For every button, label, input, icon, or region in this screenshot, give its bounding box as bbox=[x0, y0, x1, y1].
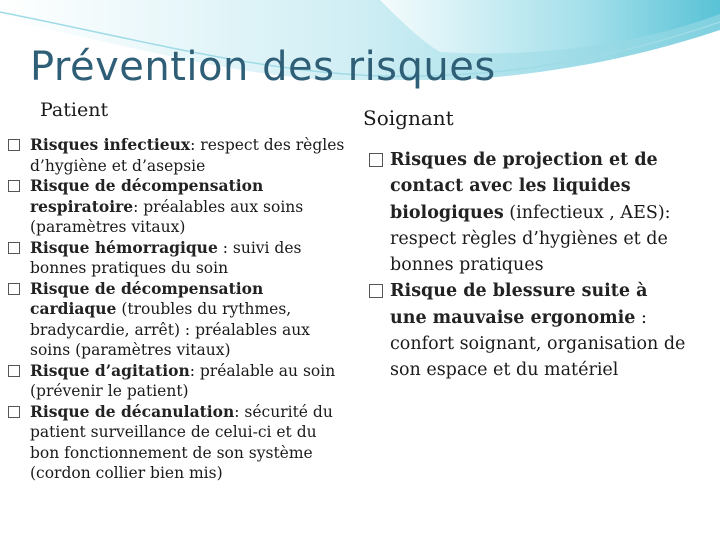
checkbox-bullet-icon bbox=[8, 365, 20, 377]
list-item bbox=[8, 238, 348, 279]
risk-label: Risque d’agitation bbox=[30, 360, 190, 380]
risk-label: Risque de décanulation bbox=[30, 401, 235, 421]
checkbox-bullet-icon bbox=[8, 139, 20, 151]
risk-description: (infectieux , AES): respect règles d’hygiènes et de bonnes pratiques bbox=[390, 202, 671, 276]
risk-description: : sécurité du patient surveillance de celui-ci et du bon fonctionnement de son système (cordon collier bien mis) bbox=[30, 402, 333, 482]
list-item bbox=[8, 176, 348, 238]
risk-label: Risque hémorragique bbox=[30, 237, 218, 257]
list-item bbox=[368, 147, 686, 278]
list-item bbox=[8, 279, 348, 361]
list-item bbox=[8, 135, 348, 176]
soignant-column-heading: Soignant bbox=[363, 106, 454, 130]
checkbox-bullet-icon bbox=[8, 283, 20, 295]
list-item bbox=[368, 278, 686, 383]
checkbox-bullet-icon bbox=[8, 406, 20, 418]
checkbox-bullet-icon bbox=[369, 284, 383, 298]
risk-description: : confort soignant, organisation de son espace et du matériel bbox=[390, 307, 686, 381]
risk-label: Risque de blessure suite à une mauvaise ergonomie bbox=[390, 281, 648, 328]
risk-description: : suivi des bonnes pratiques du soin bbox=[30, 238, 302, 277]
patient-column-heading: Patient bbox=[40, 99, 109, 121]
risk-description: : préalable au soin (prévenir le patient) bbox=[30, 361, 336, 400]
checkbox-bullet-icon bbox=[369, 153, 383, 167]
risk-label: Risque de décompensation respiratoire bbox=[30, 176, 264, 216]
checkbox-bullet-icon bbox=[8, 180, 20, 192]
checkbox-bullet-icon bbox=[8, 242, 20, 254]
list-item bbox=[8, 361, 348, 402]
risk-label: Risque de décompensation cardiaque bbox=[30, 278, 264, 318]
risk-description: : préalables aux soins (paramètres vitaux) bbox=[30, 197, 304, 236]
risk-description: (troubles du rythmes, bradycardie, arrêt) : préalables aux soins (paramètres vitaux) bbox=[30, 300, 310, 359]
risk-label: Risques infectieux bbox=[30, 135, 191, 154]
risk-description: : respect des règles d’hygiène et d’asepsie bbox=[30, 136, 345, 175]
soignant-risk-list bbox=[368, 147, 686, 384]
list-item bbox=[8, 402, 348, 484]
patient-risk-list bbox=[8, 135, 348, 484]
page-title: Prévention des risques bbox=[30, 44, 496, 90]
risk-label: Risques de projection et de contact avec les liquides biologiques bbox=[390, 150, 658, 223]
